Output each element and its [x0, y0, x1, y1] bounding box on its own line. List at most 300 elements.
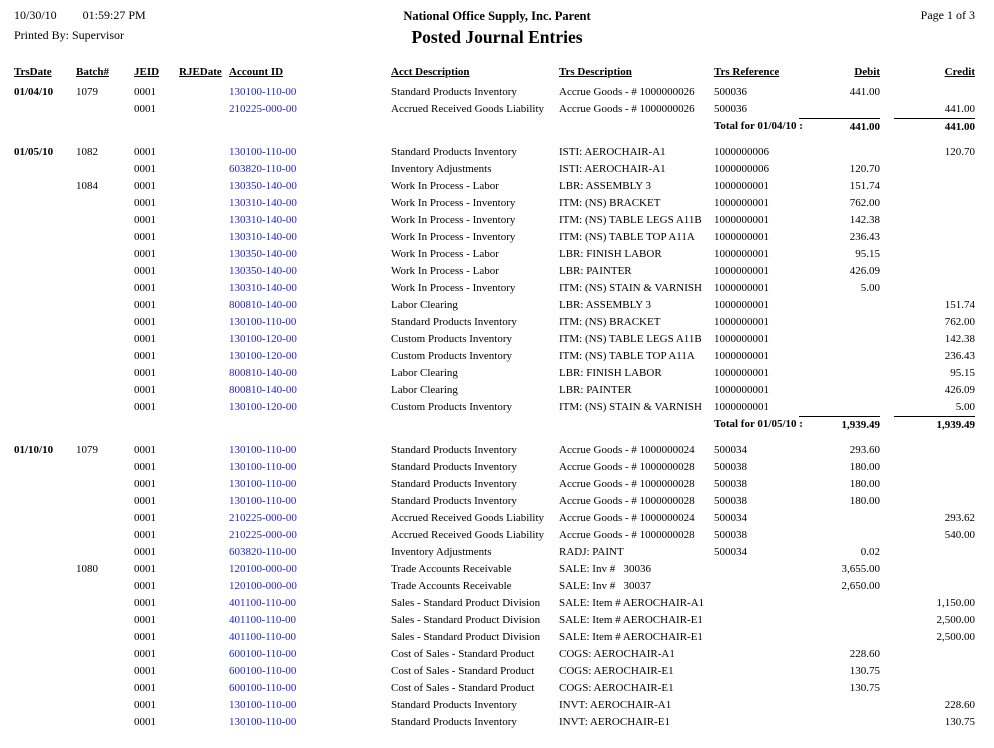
credit-amount [880, 544, 975, 561]
account-id-link[interactable]: 401100-110-00 [229, 597, 297, 609]
table-header [14, 62, 975, 84]
rje-date [179, 680, 229, 697]
trs-description: Accrue Goods - # 1000000028 [559, 495, 695, 507]
rje-date [179, 144, 229, 161]
trs-description: ISTI: AEROCHAIR-A1 [559, 163, 666, 175]
trs-description: Accrue Goods - # 1000000028 [559, 461, 695, 473]
account-id-link[interactable]: 130100-110-00 [229, 461, 297, 473]
je-id: 0001 [134, 580, 156, 592]
journal-entry-row [14, 595, 975, 612]
account-id-link[interactable]: 603820-110-00 [229, 546, 297, 558]
batch-number [76, 331, 134, 348]
credit-amount: 236.43 [944, 350, 975, 362]
batch-number [76, 612, 134, 629]
account-id-link[interactable]: 210225-000-00 [229, 529, 297, 541]
acct-description: Standard Products Inventory [391, 495, 517, 507]
debit-amount [799, 314, 880, 331]
trsdate [14, 331, 76, 348]
trs-reference: 1000000001 [714, 401, 769, 413]
debit-amount: 180.00 [849, 478, 880, 490]
credit-amount [880, 178, 975, 195]
trsdate [14, 314, 76, 331]
acct-description: Inventory Adjustments [391, 546, 492, 558]
trsdate [14, 297, 76, 314]
trs-description: Accrue Goods - # 1000000028 [559, 529, 695, 541]
acct-description: Work In Process - Labor [391, 180, 499, 192]
trs-reference: 500034 [714, 444, 747, 456]
credit-amount [880, 161, 975, 178]
account-id-link[interactable]: 401100-110-00 [229, 614, 297, 626]
trs-reference [714, 578, 799, 595]
journal-entry-row [14, 561, 975, 578]
rje-date [179, 263, 229, 280]
batch-number [76, 348, 134, 365]
rje-date [179, 544, 229, 561]
credit-amount: 142.38 [944, 333, 975, 345]
je-id: 0001 [134, 248, 156, 260]
debit-amount: 2,650.00 [841, 580, 880, 592]
credit-amount [880, 280, 975, 297]
trs-reference: 1000000006 [714, 163, 769, 175]
je-id: 0001 [134, 665, 156, 677]
credit-amount: 228.60 [944, 699, 975, 711]
journal-entry-row [14, 314, 975, 331]
batch-number [76, 510, 134, 527]
je-id: 0001 [134, 163, 156, 175]
rje-date [179, 595, 229, 612]
rje-date [179, 561, 229, 578]
journal-entry-row [14, 442, 975, 459]
journal-entry-row [14, 348, 975, 365]
trs-description: INVT: AEROCHAIR-E1 [559, 716, 670, 728]
debit-amount [799, 399, 880, 416]
group-spacer [14, 135, 975, 144]
acct-description: Accrued Received Goods Liability [391, 512, 545, 524]
account-id-link[interactable]: 800810-140-00 [229, 367, 297, 379]
acct-description: Sales - Standard Product Division [391, 597, 541, 609]
trs-reference: 1000000006 [714, 146, 769, 158]
rje-date [179, 178, 229, 195]
debit-amount: 293.60 [849, 444, 880, 456]
total-row [14, 416, 975, 433]
credit-amount: 2,500.00 [936, 631, 975, 643]
account-id-link[interactable]: 130310-140-00 [229, 214, 297, 226]
trs-description: ITM: (NS) BRACKET [559, 197, 661, 209]
trs-reference: 1000000001 [714, 180, 769, 192]
acct-description: Work In Process - Inventory [391, 231, 516, 243]
account-id-link[interactable]: 130310-140-00 [229, 197, 297, 209]
batch-number [76, 161, 134, 178]
account-id-link[interactable]: 130350-140-00 [229, 248, 297, 260]
journal-entry-row [14, 578, 975, 595]
trs-description: SALE: Item # AEROCHAIR-E1 [559, 631, 703, 643]
rje-date [179, 527, 229, 544]
debit-amount [799, 297, 880, 314]
debit-amount: 236.43 [849, 231, 880, 243]
trsdate [14, 629, 76, 646]
batch-number [76, 365, 134, 382]
acct-description: Inventory Adjustments [391, 163, 492, 175]
trs-description: LBR: ASSEMBLY 3 [559, 299, 652, 311]
batch-number [76, 646, 134, 663]
debit-amount [799, 348, 880, 365]
rje-date [179, 365, 229, 382]
table-body [14, 84, 975, 731]
account-id-link[interactable]: 130100-110-00 [229, 495, 297, 507]
acct-description: Labor Clearing [391, 384, 458, 396]
trs-description: Accrue Goods - # 1000000028 [559, 478, 695, 490]
batch-number: 1084 [76, 180, 98, 192]
trs-description: Accrue Goods - # 1000000024 [559, 512, 695, 524]
acct-description: Standard Products Inventory [391, 146, 517, 158]
je-id: 0001 [134, 529, 156, 541]
debit-amount [799, 714, 880, 731]
trs-reference: 500036 [714, 86, 747, 98]
rje-date [179, 195, 229, 212]
trs-reference: 1000000001 [714, 231, 769, 243]
debit-amount [799, 629, 880, 646]
print-datetime [14, 8, 146, 23]
trs-description: RADJ: PAINT [559, 546, 624, 558]
account-id-link[interactable]: 130100-120-00 [229, 350, 297, 362]
credit-amount: 5.00 [955, 401, 975, 413]
trsdate [14, 510, 76, 527]
trsdate [14, 663, 76, 680]
total-label: Total for 01/05/10 : [714, 418, 803, 430]
debit-amount: 3,655.00 [841, 563, 880, 575]
batch-number [76, 280, 134, 297]
trsdate [14, 382, 76, 399]
col-header-trs-description: Trs Description [559, 66, 632, 78]
trs-description: LBR: FINISH LABOR [559, 367, 662, 379]
je-id: 0001 [134, 563, 156, 575]
account-id-link[interactable]: 401100-110-00 [229, 631, 297, 643]
je-id: 0001 [134, 495, 156, 507]
je-id: 0001 [134, 146, 156, 158]
batch-number [76, 697, 134, 714]
journal-entry-row [14, 263, 975, 280]
batch-number: 1079 [76, 444, 98, 456]
je-id: 0001 [134, 86, 156, 98]
je-id: 0001 [134, 333, 156, 345]
rje-date [179, 229, 229, 246]
total-credit: 1,939.49 [894, 416, 975, 434]
acct-description: Standard Products Inventory [391, 478, 517, 490]
trsdate [14, 578, 76, 595]
account-id-link[interactable]: 130350-140-00 [229, 180, 297, 192]
page-number: Page 1 of 3 [920, 8, 975, 22]
company-name: National Office Supply, Inc. Parent [403, 9, 591, 23]
je-id: 0001 [134, 597, 156, 609]
journal-entry-row [14, 476, 975, 493]
debit-amount: 180.00 [849, 461, 880, 473]
rje-date [179, 84, 229, 101]
je-id: 0001 [134, 282, 156, 294]
batch-number [76, 195, 134, 212]
batch-number [76, 297, 134, 314]
debit-amount [799, 595, 880, 612]
trs-description: SALE: Item # AEROCHAIR-A1 [559, 597, 705, 609]
rje-date [179, 459, 229, 476]
rje-date [179, 476, 229, 493]
je-id: 0001 [134, 444, 156, 456]
debit-amount [799, 331, 880, 348]
journal-entry-row [14, 382, 975, 399]
debit-amount: 151.74 [849, 180, 880, 192]
debit-amount [799, 144, 880, 161]
je-id: 0001 [134, 299, 156, 311]
trsdate: 01/04/10 [14, 86, 54, 98]
acct-description: Trade Accounts Receivable [391, 580, 512, 592]
trs-description: ITM: (NS) BRACKET [559, 316, 661, 328]
credit-amount [880, 246, 975, 263]
credit-amount [880, 476, 975, 493]
journal-entry-row [14, 680, 975, 697]
batch-number [76, 493, 134, 510]
debit-amount [799, 101, 880, 118]
rje-date [179, 629, 229, 646]
je-id: 0001 [134, 316, 156, 328]
account-id-link[interactable]: 130100-110-00 [229, 146, 297, 158]
debit-amount [799, 382, 880, 399]
trsdate [14, 561, 76, 578]
je-id: 0001 [134, 367, 156, 379]
debit-amount [799, 527, 880, 544]
trs-description: COGS: AEROCHAIR-E1 [559, 682, 674, 694]
batch-number [76, 527, 134, 544]
print-info [14, 8, 146, 43]
col-header-account-id: Account ID [229, 66, 284, 78]
credit-amount [880, 212, 975, 229]
trs-reference: 1000000001 [714, 265, 769, 277]
trs-description: ITM: (NS) TABLE TOP A11A [559, 350, 695, 362]
batch-number [76, 229, 134, 246]
acct-description: Work In Process - Inventory [391, 214, 516, 226]
rje-date [179, 646, 229, 663]
rje-date [179, 663, 229, 680]
account-id-link[interactable]: 130100-110-00 [229, 86, 297, 98]
col-header-jeid: JEID [134, 66, 160, 78]
journal-entry-row [14, 297, 975, 314]
batch-number [76, 476, 134, 493]
je-id: 0001 [134, 648, 156, 660]
journal-entry-row [14, 459, 975, 476]
account-id-link[interactable]: 603820-110-00 [229, 163, 297, 175]
trs-reference: 1000000001 [714, 248, 769, 260]
account-id-link[interactable]: 600100-110-00 [229, 648, 297, 660]
journal-entry-row [14, 101, 975, 118]
trs-reference: 1000000001 [714, 384, 769, 396]
rje-date [179, 101, 229, 118]
trsdate [14, 697, 76, 714]
debit-amount: 426.09 [849, 265, 880, 277]
account-id-link[interactable]: 130100-120-00 [229, 333, 297, 345]
journal-entry-row [14, 544, 975, 561]
trsdate [14, 476, 76, 493]
acct-description: Sales - Standard Product Division [391, 631, 541, 643]
trs-reference [714, 561, 799, 578]
account-id-link[interactable]: 130350-140-00 [229, 265, 297, 277]
journal-entry-row [14, 612, 975, 629]
acct-description: Accrued Received Goods Liability [391, 529, 545, 541]
je-id: 0001 [134, 197, 156, 209]
trsdate [14, 714, 76, 731]
account-id-link[interactable]: 130100-120-00 [229, 401, 297, 413]
acct-description: Labor Clearing [391, 299, 458, 311]
credit-amount [880, 442, 975, 459]
col-header-debit: Debit [854, 66, 880, 78]
je-id: 0001 [134, 478, 156, 490]
batch-number [76, 246, 134, 263]
je-id: 0001 [134, 214, 156, 226]
batch-number [76, 382, 134, 399]
col-header-acct-description: Acct Description [391, 66, 470, 78]
trs-reference: 1000000001 [714, 197, 769, 209]
journal-entry-row [14, 280, 975, 297]
je-id: 0001 [134, 265, 156, 277]
batch-number [76, 578, 134, 595]
journal-entry-row [14, 195, 975, 212]
trsdate [14, 544, 76, 561]
rje-date [179, 382, 229, 399]
report-heading [200, 9, 794, 48]
credit-amount [880, 229, 975, 246]
rje-date [179, 314, 229, 331]
account-id-link[interactable]: 210225-000-00 [229, 103, 297, 115]
je-id: 0001 [134, 546, 156, 558]
trsdate [14, 595, 76, 612]
trs-reference [714, 629, 799, 646]
trs-description: SALE: Item # AEROCHAIR-E1 [559, 614, 703, 626]
trs-reference: 500034 [714, 546, 747, 558]
credit-amount [880, 459, 975, 476]
trs-description: ITM: (NS) TABLE LEGS A11B [559, 214, 702, 226]
rje-date [179, 161, 229, 178]
trs-description: LBR: PAINTER [559, 384, 632, 396]
credit-amount: 2,500.00 [936, 614, 975, 626]
trs-description: INVT: AEROCHAIR-A1 [559, 699, 672, 711]
account-id-link[interactable]: 130310-140-00 [229, 231, 297, 243]
account-id-link[interactable]: 210225-000-00 [229, 512, 297, 524]
je-id: 0001 [134, 631, 156, 643]
trs-description: SALE: Inv # 30037 [559, 580, 651, 592]
trs-reference [714, 680, 799, 697]
trsdate [14, 646, 76, 663]
debit-amount: 5.00 [860, 282, 880, 294]
trsdate [14, 161, 76, 178]
credit-amount: 120.70 [944, 146, 975, 158]
trs-description: Accrue Goods - # 1000000024 [559, 444, 695, 456]
acct-description: Accrued Received Goods Liability [391, 103, 545, 115]
account-id-link[interactable]: 130100-110-00 [229, 716, 297, 728]
account-id-link[interactable]: 600100-110-00 [229, 665, 297, 677]
debit-amount [799, 612, 880, 629]
account-id-link[interactable]: 130100-110-00 [229, 444, 297, 456]
rje-date [179, 399, 229, 416]
journal-entry-row [14, 161, 975, 178]
trs-description: Accrue Goods - # 1000000026 [559, 86, 695, 98]
acct-description: Standard Products Inventory [391, 716, 517, 728]
rje-date [179, 280, 229, 297]
account-id-link[interactable]: 130100-110-00 [229, 316, 297, 328]
col-header-trs-reference: Trs Reference [714, 66, 780, 78]
credit-amount: 293.62 [944, 512, 975, 524]
batch-number [76, 629, 134, 646]
trs-description: ITM: (NS) STAIN & VARNISH [559, 282, 702, 294]
acct-description: Work In Process - Inventory [391, 197, 516, 209]
rje-date [179, 493, 229, 510]
trsdate [14, 365, 76, 382]
batch-number [76, 101, 134, 118]
trs-reference: 1000000001 [714, 214, 769, 226]
je-id: 0001 [134, 461, 156, 473]
credit-amount: 426.09 [944, 384, 975, 396]
debit-amount: 130.75 [849, 682, 880, 694]
acct-description: Cost of Sales - Standard Product [391, 665, 535, 677]
je-id: 0001 [134, 401, 156, 413]
acct-description: Standard Products Inventory [391, 316, 517, 328]
acct-description: Sales - Standard Product Division [391, 614, 541, 626]
je-id: 0001 [134, 716, 156, 728]
rje-date [179, 212, 229, 229]
print-time: 01:59:27 PM [82, 8, 146, 22]
journal-entry-row [14, 246, 975, 263]
journal-entry-row [14, 144, 975, 161]
credit-amount [880, 84, 975, 101]
acct-description: Work In Process - Labor [391, 265, 499, 277]
trsdate [14, 212, 76, 229]
batch-number [76, 459, 134, 476]
trs-reference [714, 663, 799, 680]
trsdate [14, 612, 76, 629]
account-id-link[interactable]: 130100-110-00 [229, 699, 297, 711]
trsdate [14, 178, 76, 195]
je-id: 0001 [134, 350, 156, 362]
credit-amount [880, 561, 975, 578]
account-id-link[interactable]: 800810-140-00 [229, 384, 297, 396]
trs-reference: 500038 [714, 529, 747, 541]
journal-entry-row [14, 365, 975, 382]
journal-entry-row [14, 212, 975, 229]
rje-date [179, 246, 229, 263]
je-id: 0001 [134, 103, 156, 115]
journal-entry-row [14, 714, 975, 731]
account-id-link[interactable]: 120100-000-00 [229, 580, 297, 592]
trs-reference [714, 697, 799, 714]
je-id: 0001 [134, 231, 156, 243]
trs-reference: 500038 [714, 478, 747, 490]
trs-description: LBR: PAINTER [559, 265, 632, 277]
journal-entry-row [14, 229, 975, 246]
debit-amount: 180.00 [849, 495, 880, 507]
account-id-link[interactable]: 130100-110-00 [229, 478, 297, 490]
batch-number [76, 544, 134, 561]
account-id-link[interactable]: 130310-140-00 [229, 282, 297, 294]
journal-entry-row [14, 399, 975, 416]
debit-amount: 0.02 [860, 546, 880, 558]
journal-entry-row [14, 629, 975, 646]
acct-description: Custom Products Inventory [391, 350, 512, 362]
trs-reference [714, 595, 799, 612]
debit-amount [799, 510, 880, 527]
account-id-link[interactable]: 600100-110-00 [229, 682, 297, 694]
debit-amount [799, 365, 880, 382]
trs-description: ITM: (NS) TABLE TOP A11A [559, 231, 695, 243]
account-id-link[interactable]: 800810-140-00 [229, 299, 297, 311]
trsdate [14, 229, 76, 246]
journal-entry-row [14, 178, 975, 195]
account-id-link[interactable]: 120100-000-00 [229, 563, 297, 575]
